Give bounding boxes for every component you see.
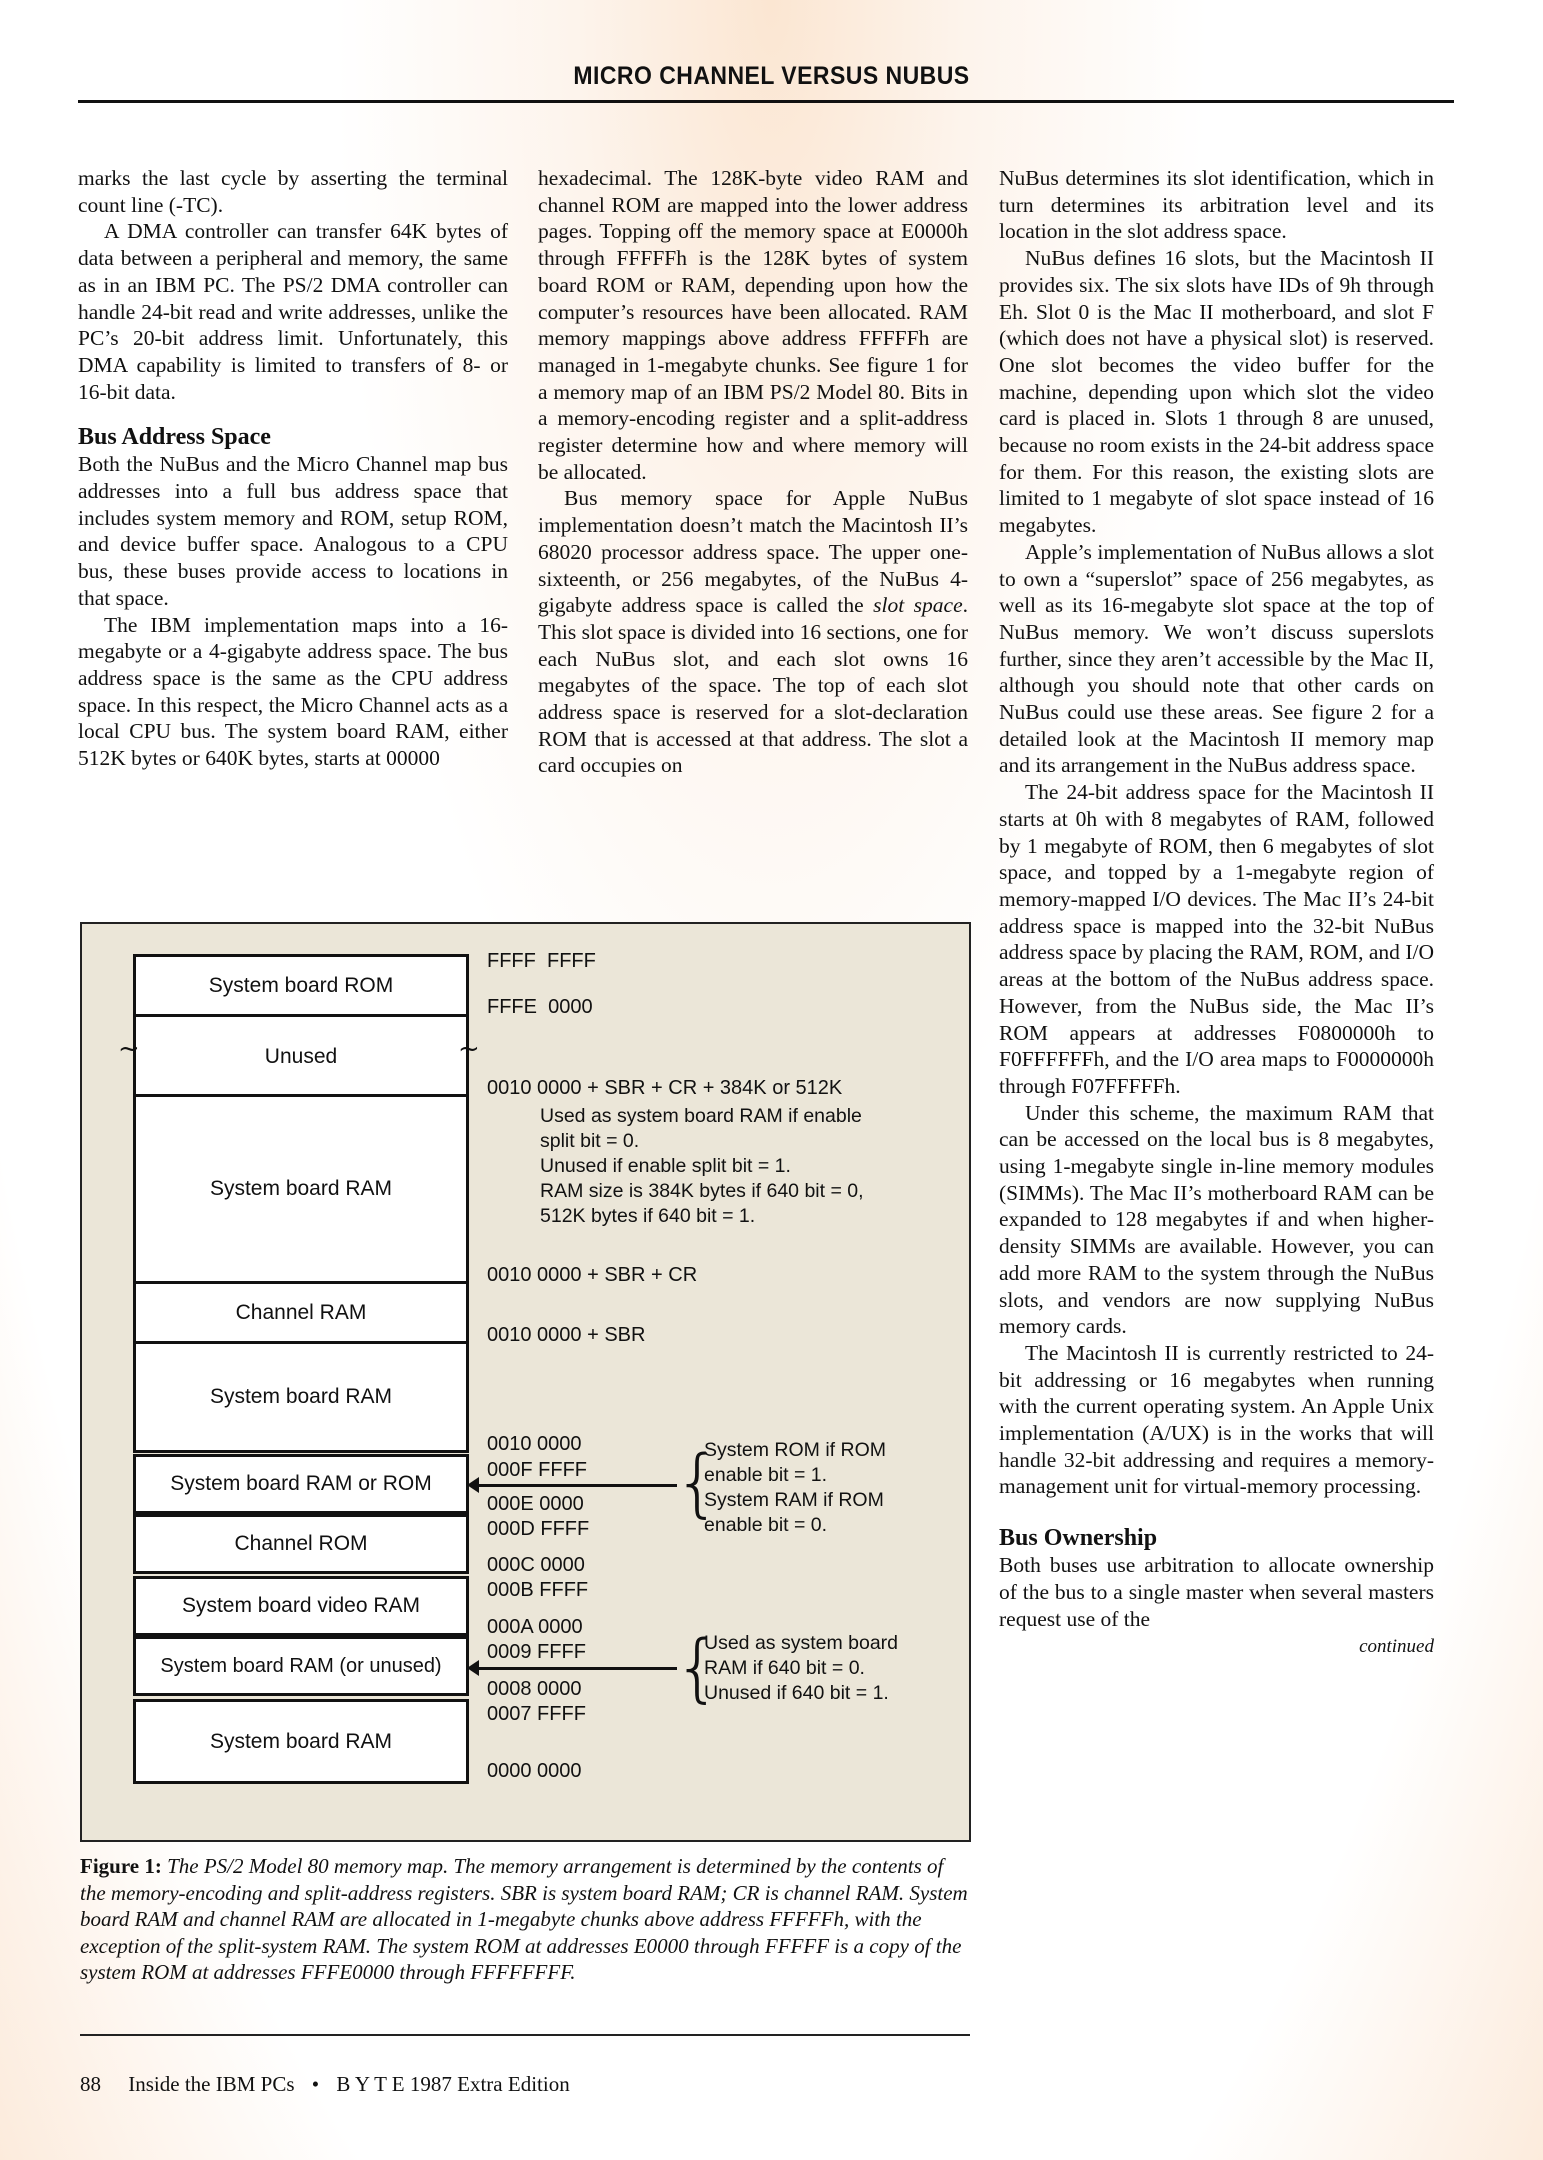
note-line: split bit = 0. <box>540 1130 640 1152</box>
block-system-board-ram: System board RAM <box>133 1341 469 1453</box>
block-system-board-rom: System board ROM <box>133 954 469 1017</box>
paragraph: marks the last cycle by asserting the terminal count line (-TC). <box>78 166 508 217</box>
text-column-3 <box>999 165 1434 1661</box>
block-channel-rom: Channel ROM <box>133 1514 469 1574</box>
address-label: 0000 0000 <box>487 1760 582 1782</box>
section-heading-bus-ownership: Bus Ownership <box>999 1525 1158 1552</box>
paragraph: The Macintosh II is currently restricted to 24-bit addressing or 16 megabytes when running with the current operating system. An Apple Unix implementation (A/UX) is in the works that will handle 32-bit addressing and requires a memory-management unit for virtual-memory processing. <box>999 1340 1434 1499</box>
address-label: 000F FFFF <box>487 1459 588 1481</box>
note-line: RAM size is 384K bytes if 640 bit = 0, <box>540 1180 864 1202</box>
section-heading-bus-address-space: Bus Address Space <box>78 424 271 451</box>
paragraph: hexadecimal. The 128K-byte video RAM and channel ROM are mapped into the lower address pages. Topping off the memory space at E0000h through FFFFFh is the 128K bytes of system board ROM or RAM, depending upon how the computer’s resources have been allocated. RAM memory mappings above address FFFFFh are managed in 1-megabyte chunks. See figure 1 for a memory map of an IBM PS/2 Model 80. Bits in a memory-encoding register and a split-address register determine how and where memory will be allocated. <box>538 166 968 484</box>
text-run: . This slot space is divided into 16 sections, one for each NuBus slot, and each slot owns 16 megabytes of the space. The top of each slot address space is reserved for a slot-declaration ROM that is accessed at that address. The slot a card occupies on <box>538 593 968 778</box>
block-system-board-video-ram: System board video RAM <box>133 1576 469 1636</box>
block-unused: Unused <box>133 1017 469 1097</box>
note-line: Unused if 640 bit = 1. <box>704 1682 889 1704</box>
note-line: System ROM if ROM <box>704 1439 887 1461</box>
block-system-board-ram: System board RAM <box>133 1094 469 1284</box>
arrow-left-icon <box>477 1484 677 1487</box>
paragraph: Under this scheme, the maximum RAM that can be accessed on the local bus is 8 megabytes, using 1-megabyte single in-line memory modules (SIMMs). The Mac II’s motherboard RAM can be expanded to 128 megabytes if and when higher-density SIMMs are available. However, you can add more RAM to the system through the NuBus slots, and vendors are now supplying NuBus memory cards. <box>999 1100 1434 1339</box>
address-label: 0010 0000 + SBR + CR + 384K or 512K <box>487 1077 843 1099</box>
address-label: FFFE 0000 <box>487 996 593 1018</box>
rom-enable-note <box>704 1438 886 1538</box>
paragraph: The 24-bit address space for the Macintosh II starts at 0h with 8 megabytes of RAM, followed by 1 megabyte of ROM, then 6 megabytes of slot space, and topped by a 1-megabyte region of memory-mapped I/O devices. The Mac II’s 24-bit address space is mapped into the 32-bit NuBus address space by placing the RAM, ROM, and I/O areas at the bottom of the NuBus address space. However, from the NuBus side, the Mac II’s ROM appears at addresses F0800000h to F0FFFFFFh, and the I/O area maps to F0000000h through F07FFFFFh. <box>999 780 1434 1098</box>
arrow-left-icon <box>477 1667 677 1670</box>
split-bit-note <box>540 1104 864 1229</box>
paragraph: Both the NuBus and the Micro Channel map bus addresses into a full bus address space that includes system memory and ROM, setup ROM, and device buffer space. Analogous to a CPU bus, these buses provide access to locations in that space. <box>78 452 508 610</box>
address-label: 0009 FFFF <box>487 1641 586 1663</box>
paragraph: Both buses use arbitration to allocate ownership of the bus to a single master when several masters request use of the <box>999 1553 1434 1631</box>
block-channel-ram: Channel RAM <box>133 1281 469 1344</box>
note-line: RAM if 640 bit = 0. <box>704 1657 865 1679</box>
break-mark-icon: ~ <box>118 1034 140 1064</box>
edition-label: B Y T E 1987 Extra Edition <box>336 2072 570 2096</box>
caption-text: The PS/2 Model 80 memory map. The memory arrangement is determined by the contents of the memory-encoding and split-address registers. SBR is system board RAM; CR is channel RAM. System board RAM and channel RAM are allocated in 1-megabyte chunks above address FFFFFh, with the exception of the split-system RAM. The system ROM at addresses E0000 through FFFFF is a copy of the system ROM at addresses FFFE0000 through FFFFFFFF. <box>80 1854 968 1984</box>
italic-term: slot space <box>873 593 963 618</box>
address-label: 0010 0000 <box>487 1433 582 1455</box>
figure-caption <box>80 1853 970 1986</box>
page-number: 88 <box>80 2072 101 2096</box>
paragraph: A DMA controller can transfer 64K bytes of data between a peripheral and memory, the same as in an IBM PC. The PS/2 DMA controller can handle 24-bit read and write addresses, unlike the PC’s 20-bit address limit. Unfortunately, this DMA capability is limited to transfers of 8- or 16-bit data. <box>78 219 508 404</box>
block-system-board-ram-or-unused: System board RAM (or unused) <box>133 1636 469 1696</box>
page-footer <box>80 2072 570 2097</box>
note-line: System RAM if ROM <box>704 1489 884 1511</box>
address-label: 000E 0000 <box>487 1493 584 1515</box>
paragraph: Apple’s implementation of NuBus allows a slot to own a “superslot” space of 256 megabytes, as well as its 16-megabyte slot space at the top of NuBus memory. We won’t discuss superslots further, since they aren’t accessible by the Mac II, although you should note that other cards on NuBus could use these areas. See figure 2 for a detailed look at the Macintosh II memory map and its arrangement in the NuBus address space. <box>999 539 1434 778</box>
note-line: 512K bytes if 640 bit = 1. <box>540 1205 756 1227</box>
paragraph: NuBus defines 16 slots, but the Macintosh II provides six. The six slots have IDs of 9h through Eh. Slot 0 is the Mac II motherboard, and slot F (which does not have a physical slot) is reserved. One slot becomes the video buffer for the machine, depending upon which slot the video card is placed in. Slots 1 through 8 are unused, because no room exists in the 24-bit address space for them. For this reason, the existing slots are limited to 1 megabyte of slot space instead of 16 megabytes. <box>999 246 1434 538</box>
note-line: enable bit = 0. <box>704 1514 828 1536</box>
paragraph <box>538 485 968 779</box>
address-label: 000C 0000 <box>487 1554 585 1576</box>
memory-map-figure <box>80 922 971 1842</box>
block-system-board-ram-or-rom: System board RAM or ROM <box>133 1454 469 1514</box>
paragraph: NuBus determines its slot identification, which in turn determines its arbitration level and its location in the slot address space. <box>999 166 1434 244</box>
caption-rule <box>80 2034 970 2036</box>
address-label: 0007 FFFF <box>487 1703 586 1725</box>
bit640-note <box>704 1631 898 1706</box>
address-label: FFFF FFFF <box>487 950 596 972</box>
publication-title: Inside the IBM PCs <box>128 2072 295 2096</box>
text-column-1 <box>78 165 508 772</box>
note-line: Used as system board RAM if enable <box>540 1105 862 1127</box>
bullet-separator: • <box>311 2072 320 2096</box>
break-mark-icon: ~ <box>458 1034 480 1064</box>
block-system-board-ram: System board RAM <box>133 1699 469 1784</box>
address-label: 0010 0000 + SBR <box>487 1324 646 1346</box>
address-label: 000A 0000 <box>487 1616 583 1638</box>
caption-label: Figure 1: <box>80 1854 162 1878</box>
note-line: enable bit = 1. <box>704 1464 828 1486</box>
text-run: Bus memory space for Apple NuBus implementation doesn’t match the Macintosh II’s 68020 processor address space. The upper one-sixteenth, or 256 megabytes, of the NuBus 4-gigabyte address space is called the <box>538 486 968 618</box>
running-head: MICRO CHANNEL VERSUS NUBUS <box>573 62 970 90</box>
text-column-2 <box>538 165 968 779</box>
brace-icon: { <box>674 1625 722 1711</box>
address-label: 0008 0000 <box>487 1678 582 1700</box>
continued-label: continued <box>1359 1636 1434 1658</box>
header-rule <box>78 100 1454 103</box>
note-line: Used as system board <box>704 1632 899 1654</box>
address-label: 0010 0000 + SBR + CR <box>487 1264 698 1286</box>
address-label: 000B FFFF <box>487 1579 589 1601</box>
brace-icon: { <box>674 1440 722 1526</box>
paragraph: The IBM implementation maps into a 16-megabyte or a 4-gigabyte address space. The bus address space is the same as the CPU address space. In this respect, the Micro Channel acts as a local CPU bus. The system board RAM, either 512K bytes or 640K bytes, starts at 00000 <box>78 612 508 771</box>
note-line: Unused if enable split bit = 1. <box>540 1155 791 1177</box>
address-label: 000D FFFF <box>487 1518 590 1540</box>
